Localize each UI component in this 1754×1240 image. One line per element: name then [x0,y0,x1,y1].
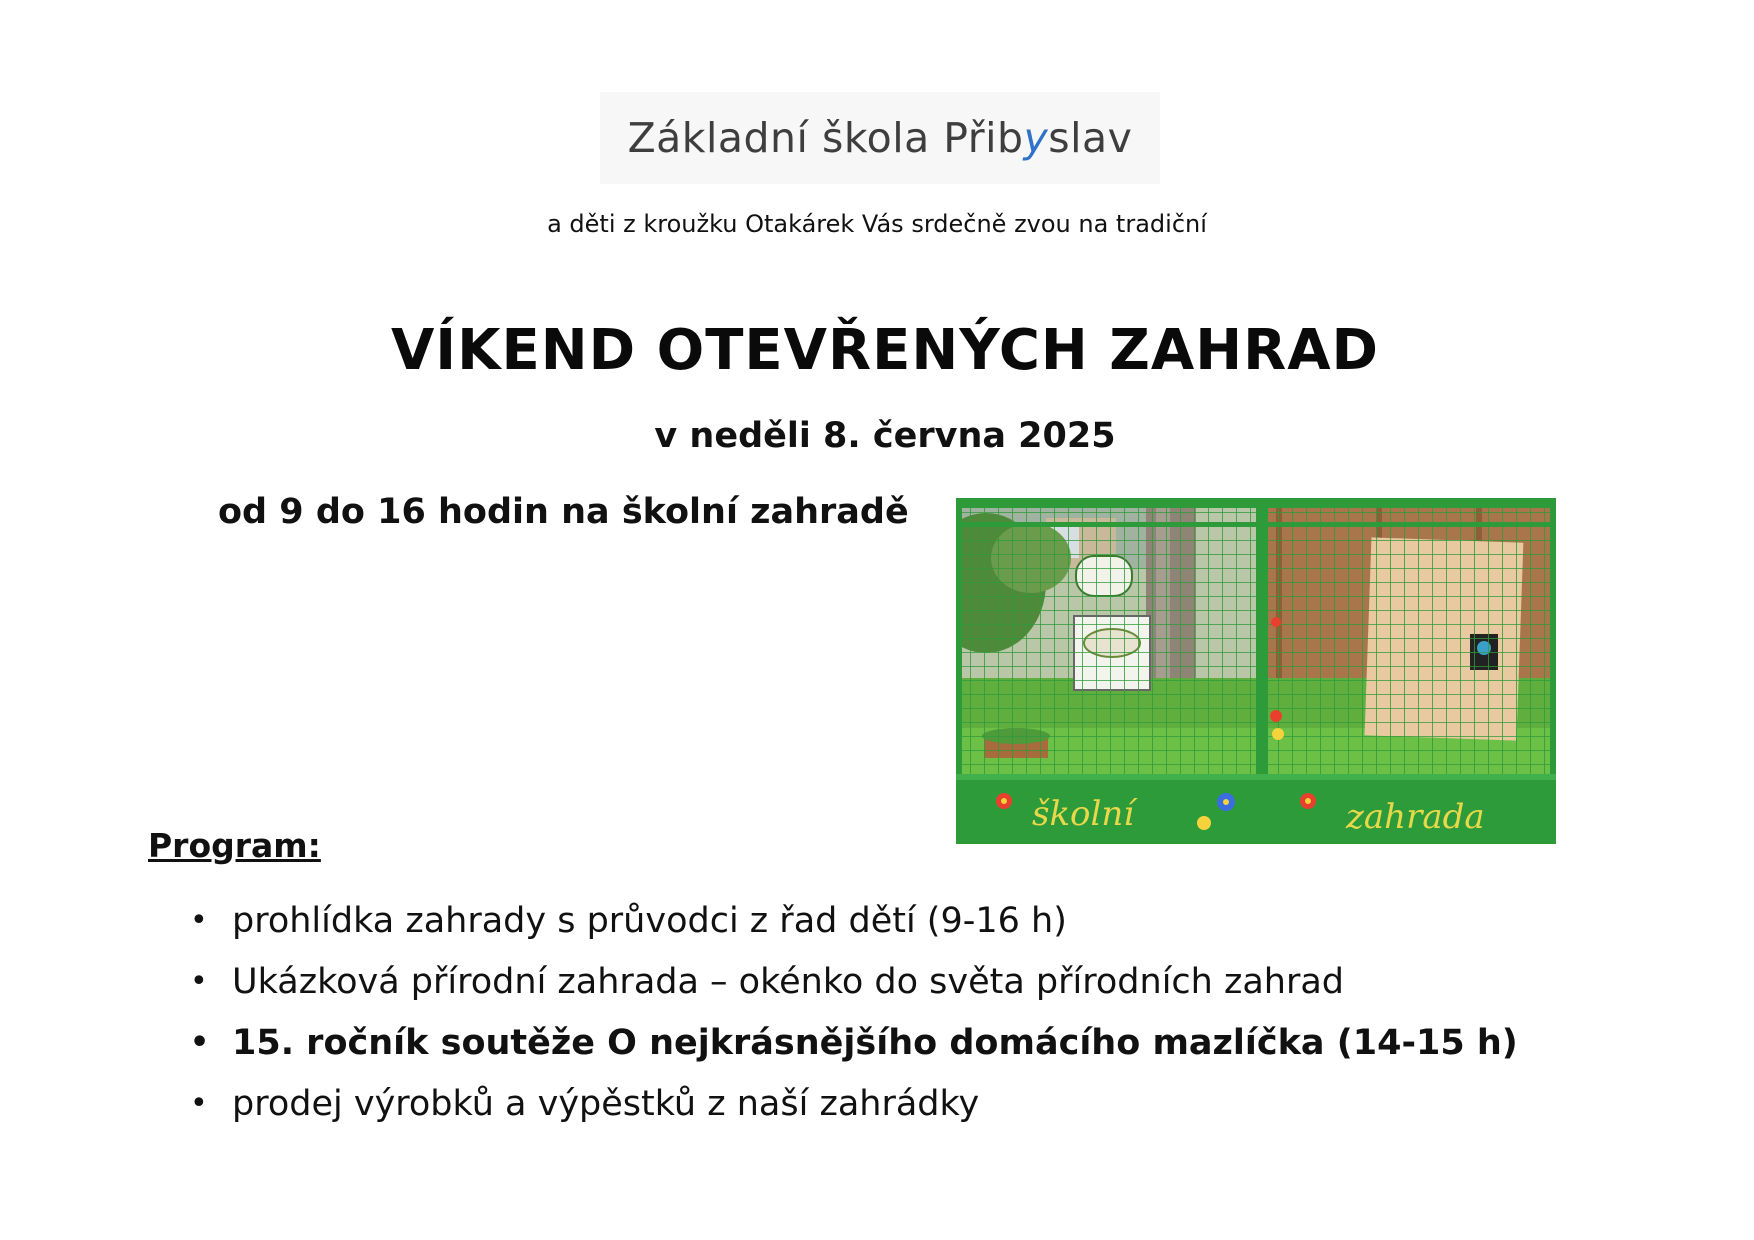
logo-text-part1: Základní škola Přib [627,114,1024,162]
event-time: od 9 do 16 hodin na školní zahradě [218,492,909,532]
gate-text-left: školní [1032,794,1135,834]
program-list [190,895,1590,1139]
garden-gate-photo [956,498,1556,844]
event-title: VÍKEND OTEVŘENÝCH ZAHRAD [390,318,1380,383]
event-date: v neděli 8. června 2025 [654,416,1116,456]
logo-text-highlight: y [1023,114,1049,162]
program-item: • 15. ročník soutěže O nejkrásnějšího domácího mazlíčka (14-15 h) [190,1017,1590,1078]
logo-text-part2: slav [1048,114,1133,162]
program-item: • Ukázková přírodní zahrada – okénko do světa přírodních zahrad [190,956,1590,1017]
gate-text-right: zahrada [1346,797,1485,837]
program-item: • prohlídka zahrady s průvodci z řad dětí (9-16 h) [190,895,1590,956]
invitation-text: a děti z kroužku Otakárek Vás srdečně zvou na tradiční [547,210,1207,238]
program-item: • prodej výrobků a výpěstků z naší zahrádky [190,1078,1590,1139]
program-heading: Program: [148,826,321,865]
school-logo [600,92,1160,184]
